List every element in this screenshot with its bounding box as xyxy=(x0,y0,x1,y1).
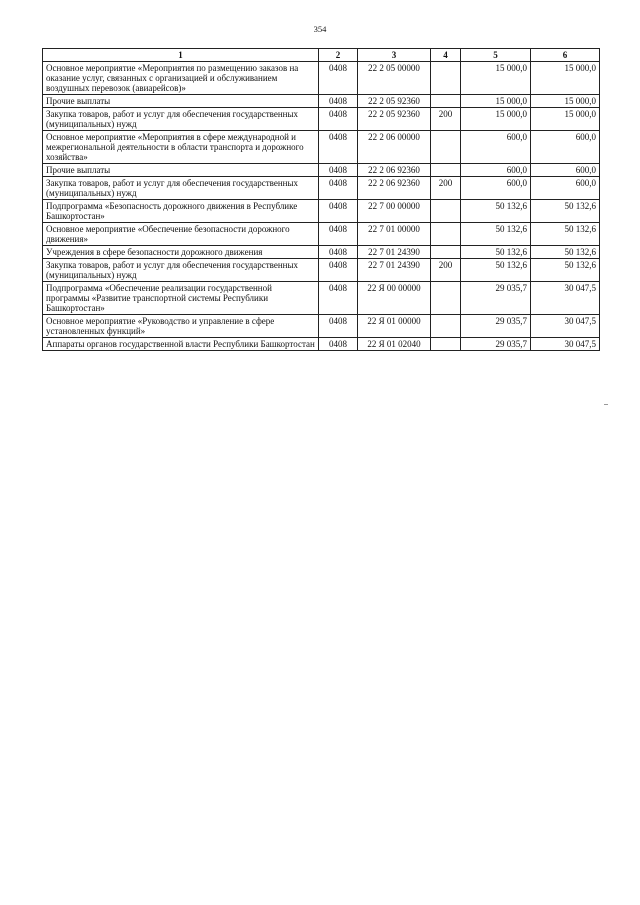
expense-type-cell xyxy=(431,164,461,177)
section-code-cell: 0408 xyxy=(319,223,358,246)
item-name-cell: Аппараты органов государственной власти Республики Башкортостан xyxy=(43,338,319,351)
column-header: 4 xyxy=(431,49,461,62)
amount-year2-cell: 600,0 xyxy=(531,131,600,164)
item-name-cell: Учреждения в сфере безопасности дорожного движения xyxy=(43,246,319,259)
table-row xyxy=(43,223,600,246)
column-header: 3 xyxy=(358,49,431,62)
section-code-cell: 0408 xyxy=(319,131,358,164)
target-article-cell: 22 7 00 00000 xyxy=(358,200,431,223)
amount-year1-cell: 600,0 xyxy=(461,131,531,164)
table-row xyxy=(43,62,600,95)
item-name-cell: Основное мероприятие «Руководство и управление в сфере установленных функций» xyxy=(43,315,319,338)
expense-type-cell xyxy=(431,131,461,164)
item-name-cell: Закупка товаров, работ и услуг для обеспечения государственных (муниципальных) нужд xyxy=(43,177,319,200)
column-header: 5 xyxy=(461,49,531,62)
section-code-cell: 0408 xyxy=(319,108,358,131)
section-code-cell: 0408 xyxy=(319,164,358,177)
table-row xyxy=(43,259,600,282)
section-code-cell: 0408 xyxy=(319,200,358,223)
column-header: 1 xyxy=(43,49,319,62)
expense-type-cell xyxy=(431,315,461,338)
expense-type-cell xyxy=(431,200,461,223)
amount-year1-cell: 15 000,0 xyxy=(461,95,531,108)
expense-type-cell xyxy=(431,246,461,259)
amount-year2-cell: 15 000,0 xyxy=(531,62,600,95)
item-name-cell: Прочие выплаты xyxy=(43,164,319,177)
target-article-cell: 22 Я 01 00000 xyxy=(358,315,431,338)
amount-year1-cell: 600,0 xyxy=(461,164,531,177)
amount-year2-cell: 15 000,0 xyxy=(531,108,600,131)
target-article-cell: 22 2 06 92360 xyxy=(358,164,431,177)
table-row xyxy=(43,246,600,259)
amount-year2-cell: 15 000,0 xyxy=(531,95,600,108)
budget-table xyxy=(42,48,600,351)
expense-type-cell xyxy=(431,223,461,246)
target-article-cell: 22 2 06 00000 xyxy=(358,131,431,164)
item-name-cell: Основное мероприятие «Мероприятия в сфере международной и межрегиональной деятельности в области транспорта и дорожного хозяйства» xyxy=(43,131,319,164)
amount-year1-cell: 15 000,0 xyxy=(461,62,531,95)
amount-year1-cell: 50 132,6 xyxy=(461,223,531,246)
item-name-cell: Основное мероприятие «Мероприятия по размещению заказов на оказание услуг, связанных с организацией и обслуживанием воздушных перевозок (авиарейсов)» xyxy=(43,62,319,95)
table-body xyxy=(43,62,600,351)
amount-year2-cell: 50 132,6 xyxy=(531,223,600,246)
amount-year1-cell: 50 132,6 xyxy=(461,246,531,259)
table-row xyxy=(43,338,600,351)
header-row xyxy=(43,49,600,62)
target-article-cell: 22 2 05 92360 xyxy=(358,95,431,108)
column-header: 2 xyxy=(319,49,358,62)
amount-year2-cell: 30 047,5 xyxy=(531,315,600,338)
target-article-cell: 22 7 01 24390 xyxy=(358,259,431,282)
item-name-cell: Основное мероприятие «Обеспечение безопасности дорожного движения» xyxy=(43,223,319,246)
amount-year1-cell: 600,0 xyxy=(461,177,531,200)
target-article-cell: 22 2 05 00000 xyxy=(358,62,431,95)
table-row xyxy=(43,282,600,315)
item-name-cell: Прочие выплаты xyxy=(43,95,319,108)
column-header: 6 xyxy=(531,49,600,62)
section-code-cell: 0408 xyxy=(319,259,358,282)
amount-year2-cell: 30 047,5 xyxy=(531,338,600,351)
item-name-cell: Закупка товаров, работ и услуг для обеспечения государственных (муниципальных) нужд xyxy=(43,259,319,282)
table-row xyxy=(43,108,600,131)
amount-year1-cell: 50 132,6 xyxy=(461,200,531,223)
amount-year1-cell: 50 132,6 xyxy=(461,259,531,282)
scan-mark xyxy=(604,404,608,405)
target-article-cell: 22 Я 01 02040 xyxy=(358,338,431,351)
target-article-cell: 22 7 01 24390 xyxy=(358,246,431,259)
section-code-cell: 0408 xyxy=(319,315,358,338)
target-article-cell: 22 2 05 92360 xyxy=(358,108,431,131)
amount-year1-cell: 29 035,7 xyxy=(461,315,531,338)
expense-type-cell: 200 xyxy=(431,177,461,200)
section-code-cell: 0408 xyxy=(319,62,358,95)
expense-type-cell xyxy=(431,282,461,315)
item-name-cell: Закупка товаров, работ и услуг для обеспечения государственных (муниципальных) нужд xyxy=(43,108,319,131)
expense-type-cell xyxy=(431,62,461,95)
expense-type-cell: 200 xyxy=(431,108,461,131)
table-row xyxy=(43,131,600,164)
table-row xyxy=(43,177,600,200)
item-name-cell: Подпрограмма «Обеспечение реализации государственной программы «Развитие транспортной системы Республики Башкортостан» xyxy=(43,282,319,315)
section-code-cell: 0408 xyxy=(319,177,358,200)
page-number: 354 xyxy=(313,24,327,34)
section-code-cell: 0408 xyxy=(319,246,358,259)
expense-type-cell: 200 xyxy=(431,259,461,282)
amount-year1-cell: 29 035,7 xyxy=(461,338,531,351)
expense-type-cell xyxy=(431,338,461,351)
amount-year2-cell: 50 132,6 xyxy=(531,200,600,223)
table-row xyxy=(43,95,600,108)
amount-year1-cell: 29 035,7 xyxy=(461,282,531,315)
table-row xyxy=(43,164,600,177)
target-article-cell: 22 2 06 92360 xyxy=(358,177,431,200)
expense-type-cell xyxy=(431,95,461,108)
amount-year2-cell: 600,0 xyxy=(531,164,600,177)
amount-year2-cell: 50 132,6 xyxy=(531,259,600,282)
section-code-cell: 0408 xyxy=(319,95,358,108)
amount-year2-cell: 50 132,6 xyxy=(531,246,600,259)
section-code-cell: 0408 xyxy=(319,282,358,315)
item-name-cell: Подпрограмма «Безопасность дорожного движения в Республике Башкортостан» xyxy=(43,200,319,223)
amount-year2-cell: 600,0 xyxy=(531,177,600,200)
target-article-cell: 22 Я 00 00000 xyxy=(358,282,431,315)
target-article-cell: 22 7 01 00000 xyxy=(358,223,431,246)
table-row xyxy=(43,315,600,338)
table-row xyxy=(43,200,600,223)
amount-year2-cell: 30 047,5 xyxy=(531,282,600,315)
section-code-cell: 0408 xyxy=(319,338,358,351)
amount-year1-cell: 15 000,0 xyxy=(461,108,531,131)
